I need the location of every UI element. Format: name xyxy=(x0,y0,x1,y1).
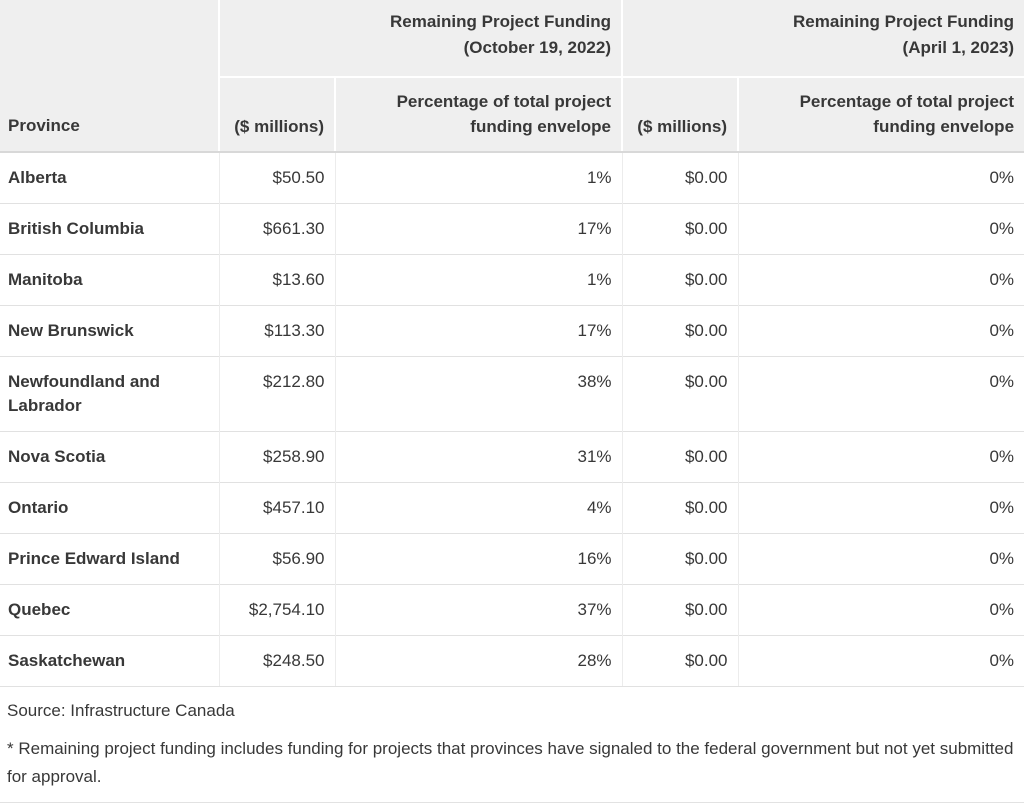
group-october-date: (October 19, 2022) xyxy=(463,38,612,57)
col-group-april-2023 xyxy=(622,0,1024,77)
april-percentage-cell: 0% xyxy=(738,483,1024,534)
april-percentage-cell: 0% xyxy=(738,636,1024,687)
province-cell: Ontario xyxy=(0,483,219,534)
october-percentage-cell: 1% xyxy=(335,152,622,204)
april-millions-cell: $0.00 xyxy=(622,204,738,255)
october-percentage-cell: 4% xyxy=(335,483,622,534)
province-cell: Saskatchewan xyxy=(0,636,219,687)
april-millions-cell: $0.00 xyxy=(622,306,738,357)
group-april-title: Remaining Project Funding xyxy=(793,12,1015,31)
october-millions-cell: $248.50 xyxy=(219,636,335,687)
col-header-april-percentage: Percentage of total project funding envelope xyxy=(738,77,1024,152)
province-cell: Newfoundland and Labrador xyxy=(0,357,219,432)
october-millions-cell: $258.90 xyxy=(219,432,335,483)
october-millions-cell: $13.60 xyxy=(219,255,335,306)
table-row xyxy=(0,483,1024,534)
table-row xyxy=(0,204,1024,255)
group-april-date: (April 1, 2023) xyxy=(902,38,1015,57)
province-cell: British Columbia xyxy=(0,204,219,255)
province-cell: Prince Edward Island xyxy=(0,534,219,585)
table-header xyxy=(0,0,1024,152)
october-millions-cell: $50.50 xyxy=(219,152,335,204)
april-percentage-cell: 0% xyxy=(738,585,1024,636)
table-row xyxy=(0,357,1024,432)
source-text: Source: Infrastructure Canada xyxy=(7,701,235,720)
province-cell: Alberta xyxy=(8,168,67,187)
april-percentage-cell: 0% xyxy=(738,255,1024,306)
october-millions-cell: $212.80 xyxy=(219,357,335,432)
april-percentage-cell: 0% xyxy=(738,204,1024,255)
col-header-province xyxy=(0,0,219,152)
october-millions-cell: $2,754.10 xyxy=(219,585,335,636)
table-row xyxy=(0,152,1024,204)
table-row xyxy=(0,534,1024,585)
table-row xyxy=(0,432,1024,483)
april-percentage-cell: 0% xyxy=(738,306,1024,357)
april-millions-cell: $0.00 xyxy=(622,636,738,687)
april-percentage-cell: 0% xyxy=(738,152,1024,204)
group-header-row xyxy=(0,0,1024,77)
province-cell: New Brunswick xyxy=(0,306,219,357)
april-millions-cell: $0.00 xyxy=(622,152,738,204)
table-row xyxy=(0,585,1024,636)
october-millions-cell: $56.90 xyxy=(219,534,335,585)
april-millions-cell: $0.00 xyxy=(622,255,738,306)
april-percentage-cell: 0% xyxy=(738,357,1024,432)
col-group-october-2022 xyxy=(219,0,622,77)
province-cell: Manitoba xyxy=(0,255,219,306)
october-millions-cell: $457.10 xyxy=(219,483,335,534)
province-cell: Nova Scotia xyxy=(0,432,219,483)
table-row xyxy=(0,255,1024,306)
april-millions-cell: $0.00 xyxy=(622,534,738,585)
col-header-october-percentage: Percentage of total project funding envelope xyxy=(335,77,622,152)
october-millions-cell: $113.30 xyxy=(219,306,335,357)
col-header-october-millions: ($ millions) xyxy=(219,77,335,152)
table-body xyxy=(0,152,1024,687)
october-percentage-cell: 28% xyxy=(335,636,622,687)
footnote-text: * Remaining project funding includes funding for projects that provinces have signaled to the federal government but not yet submitted for approval. xyxy=(7,739,1014,786)
april-millions-cell: $0.00 xyxy=(622,585,738,636)
october-percentage-cell: 38% xyxy=(335,357,622,432)
october-percentage-cell: 17% xyxy=(335,306,622,357)
april-percentage-cell: 0% xyxy=(738,534,1024,585)
october-percentage-cell: 16% xyxy=(335,534,622,585)
col-header-april-millions: ($ millions) xyxy=(622,77,738,152)
april-millions-cell: $0.00 xyxy=(622,357,738,432)
october-percentage-cell: 37% xyxy=(335,585,622,636)
october-percentage-cell: 1% xyxy=(335,255,622,306)
april-millions-cell: $0.00 xyxy=(622,432,738,483)
october-millions-cell: $661.30 xyxy=(219,204,335,255)
april-millions-cell: $0.00 xyxy=(622,483,738,534)
province-cell: Quebec xyxy=(0,585,219,636)
october-percentage-cell: 31% xyxy=(335,432,622,483)
table-footer xyxy=(0,699,1024,803)
table-row xyxy=(0,306,1024,357)
table-row xyxy=(0,636,1024,687)
april-percentage-cell: 0% xyxy=(738,432,1024,483)
province-header-label: Province xyxy=(8,116,80,135)
october-percentage-cell: 17% xyxy=(335,204,622,255)
group-october-title: Remaining Project Funding xyxy=(390,12,612,31)
